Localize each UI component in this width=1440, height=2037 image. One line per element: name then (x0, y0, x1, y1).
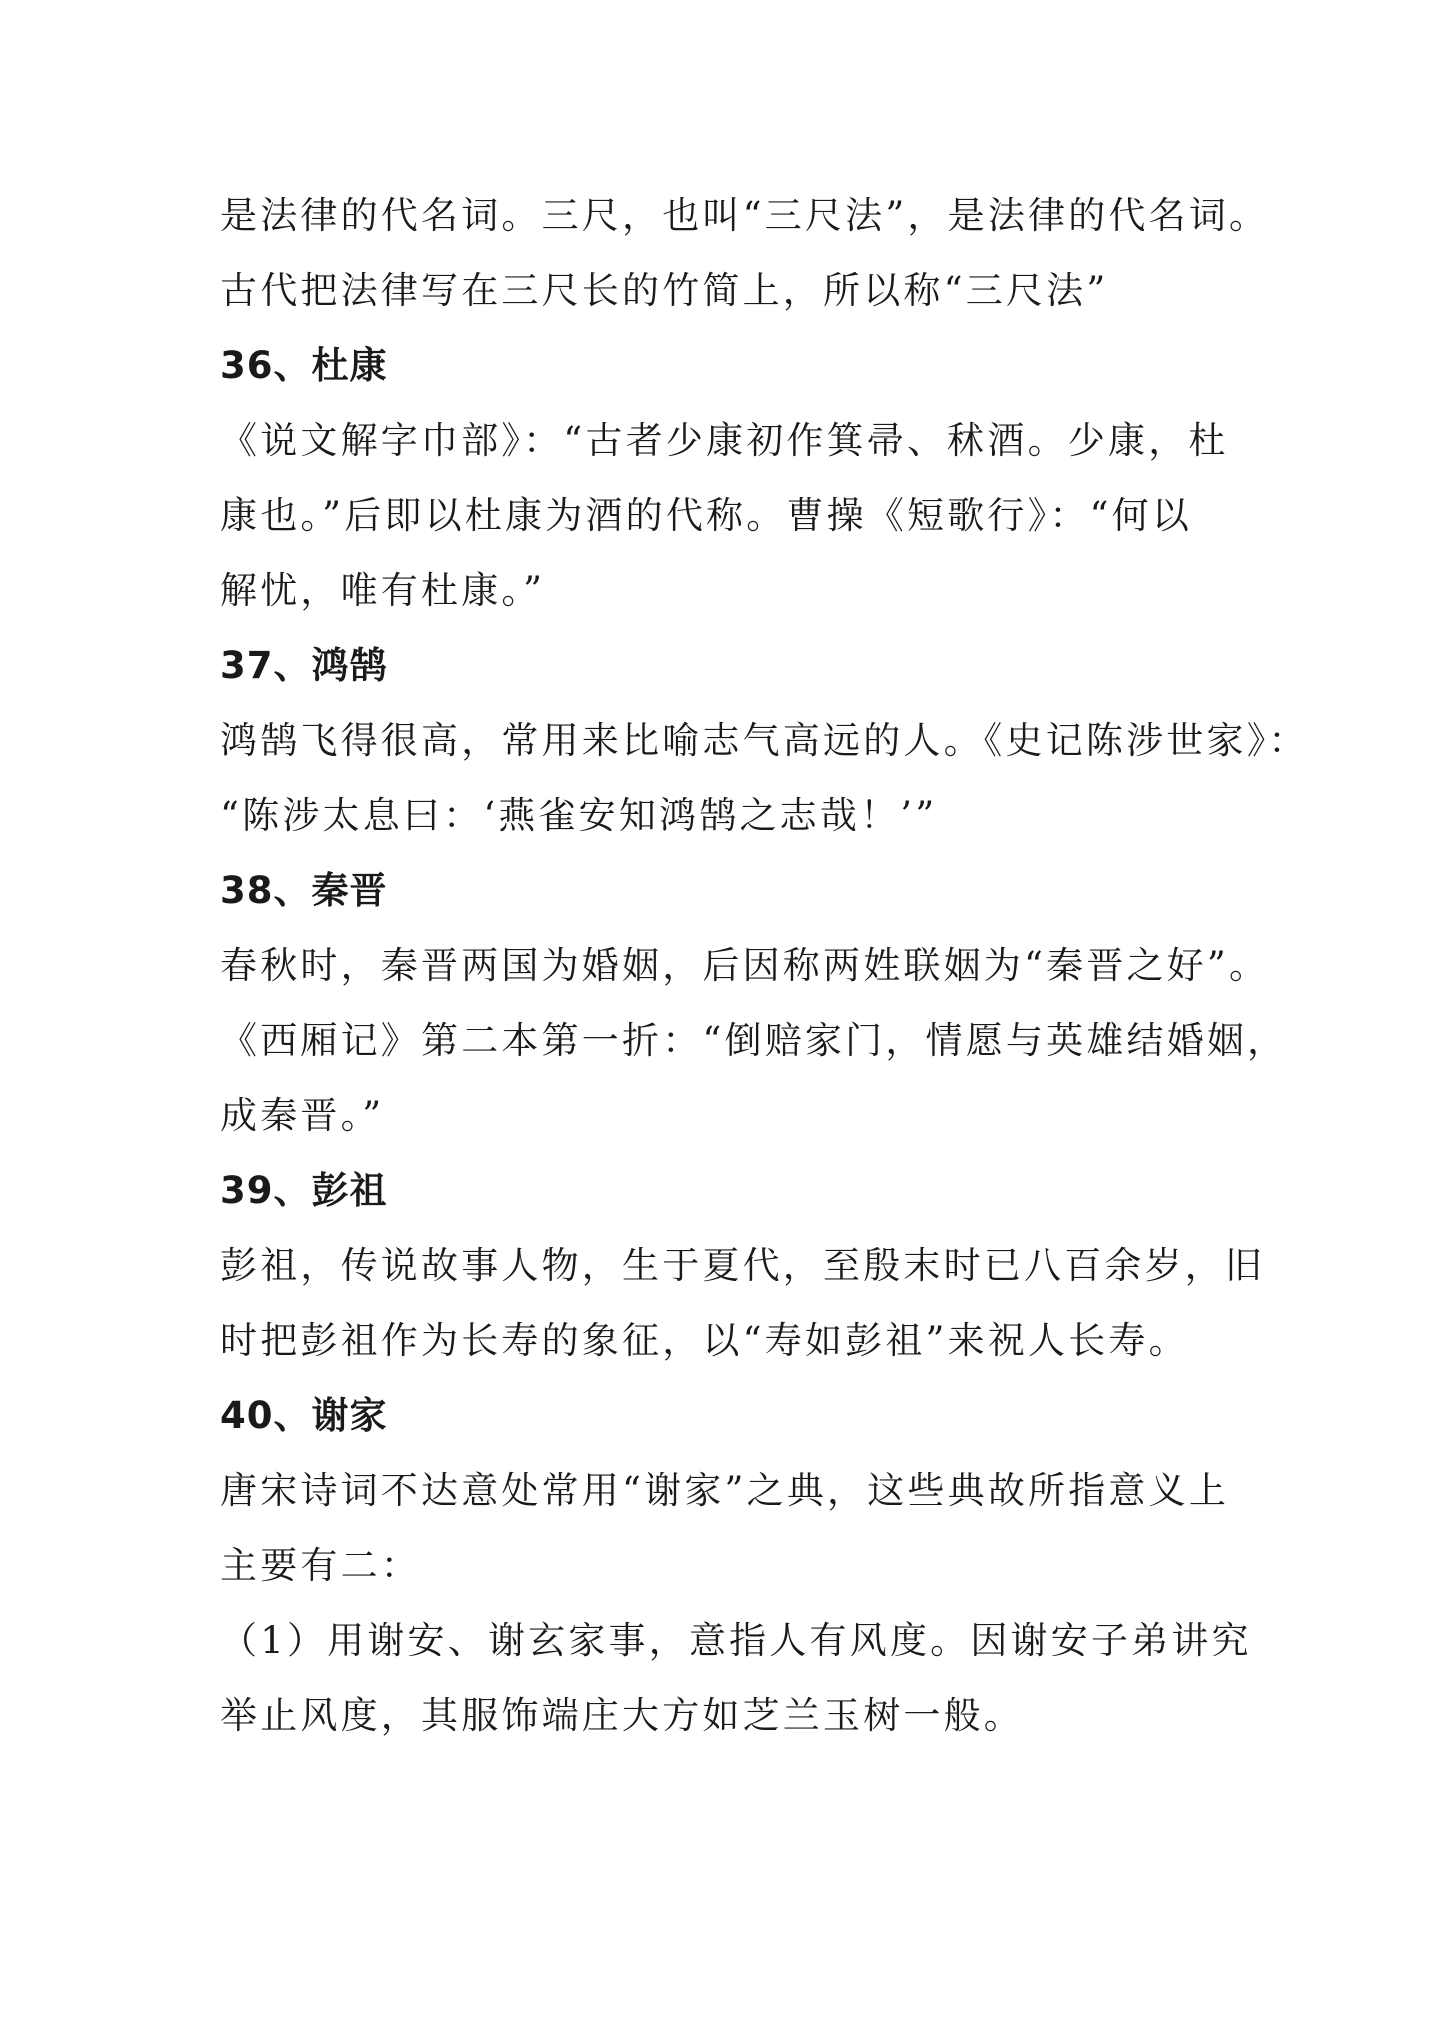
body-line: 《说文解字巾部》：“古者少康初作箕帚、秫酒。少康，杜 (220, 419, 1229, 462)
body-line: 主要有二： (220, 1544, 421, 1587)
body-line: 鸿鹄飞得很高，常用来比喻志气高远的人。《史记陈涉世家》： (220, 719, 1309, 762)
body-line: 春秋时，秦晋两国为婚姻，后因称两姓联姻为“秦晋之好”。 (220, 944, 1270, 987)
body-line: 成秦晋。” (220, 1094, 385, 1137)
body-line: （1）用谢安、谢玄家事，意指人有风度。因谢安子弟讲究 (220, 1619, 1252, 1662)
document-page (220, 178, 1309, 1753)
section-heading: 40、谢家 (220, 1394, 388, 1437)
body-line: 彭祖，传说故事人物，生于夏代，至殷末时已八百余岁，旧 (220, 1244, 1266, 1287)
body-line: 康也。”后即以杜康为酒的代称。曹操《短歌行》：“何以 (220, 494, 1193, 537)
body-line: “陈涉太息曰：‘燕雀安知鸿鹄之志哉！’” (220, 794, 938, 837)
body-line: 《西厢记》第二本第一折：“倒赔家门，情愿与英雄结婚姻， (220, 1019, 1288, 1062)
body-line: 解忧，唯有杜康。” (220, 569, 546, 612)
body-line: 时把彭祖作为长寿的象征，以“寿如彭祖”来祝人长寿。 (220, 1319, 1189, 1362)
section-heading: 36、杜康 (220, 344, 388, 387)
section-heading: 39、彭祖 (220, 1169, 388, 1212)
section-heading: 38、秦晋 (220, 869, 388, 912)
body-line: 古代把法律写在三尺长的竹简上，所以称“三尺法” (220, 269, 1109, 312)
section-heading: 37、鸿鹄 (220, 644, 388, 687)
body-line: 举止风度，其服饰端庄大方如芝兰玉树一般。 (220, 1694, 1024, 1737)
body-line: 是法律的代名词。三尺，也叫“三尺法”，是法律的代名词。 (220, 194, 1270, 237)
body-line: 唐宋诗词不达意处常用“谢家”之典，这些典故所指意义上 (220, 1469, 1230, 1512)
